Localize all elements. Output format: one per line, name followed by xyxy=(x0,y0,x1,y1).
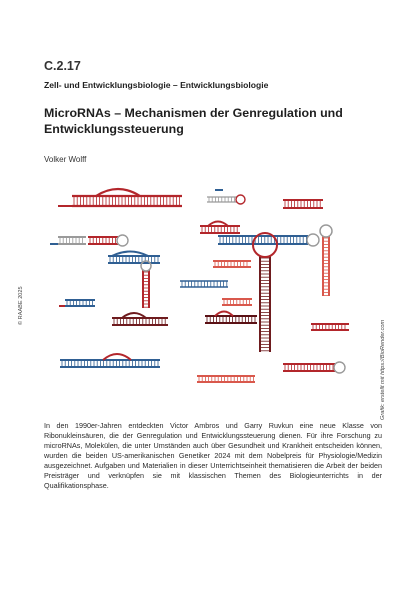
rna-hairpin xyxy=(59,300,95,306)
rna-hairpin xyxy=(72,189,182,206)
rna-hairpin xyxy=(213,261,251,267)
rna-hairpin xyxy=(50,237,86,244)
rna-hairpin xyxy=(112,313,168,325)
rna-hairpin xyxy=(320,225,332,296)
rna-hairpin xyxy=(88,235,128,246)
rna-hairpin xyxy=(197,376,255,382)
copyright-note: © RAABE 2025 xyxy=(18,286,24,325)
rna-hairpin xyxy=(207,195,245,204)
rna-hairpin xyxy=(180,281,228,287)
page-title: MicroRNAs – Mechanismen der Genregulation und Entwicklungssteuerung xyxy=(44,106,343,136)
graphic-credit: Grafik: erstellt mit https://BioRender.com xyxy=(380,319,386,420)
rna-hairpin xyxy=(60,354,160,367)
rna-hairpin xyxy=(253,233,277,352)
unit-code: C.2.17 xyxy=(44,59,81,73)
rna-hairpin xyxy=(222,299,252,305)
rna-hairpin xyxy=(311,324,349,330)
rna-hairpin xyxy=(108,252,160,264)
rna-hairpin xyxy=(283,200,323,208)
rna-hairpin xyxy=(205,312,257,324)
rna-hairpin xyxy=(200,222,240,234)
rna-hairpin xyxy=(283,362,345,373)
intro-paragraph: In den 1990er-Jahren entdeckten Victor Ambros und Garry Ruvkun eine neue Klasse von Ribonukleinsäuren, die der Genregulation und Entwicklungssteuerung dienen. Für ihre Forschung zu microRNAs, Molekülen, die unter Umständen auch über Gesundheit und Krankheit entscheiden können, wurden die beiden US-amerikanischen Genetiker 2024 mit dem Nobelpreis für Physiologie/Medizin ausgezeichnet. Aufgaben und Materialien in dieser Unterrichtseinheit thematisieren die Arbeit der beiden Preisträger und verknüpfen sie mit klassischen Themen des Biologieunterrichts in der Qualifikationsphase. xyxy=(44,421,382,490)
rna-hairpin xyxy=(218,234,319,246)
subject-line: Zell- und Entwicklungsbiologie – Entwicklungsbiologie xyxy=(44,80,269,90)
author-name: Volker Wolff xyxy=(44,155,87,164)
rna-hairpin xyxy=(141,261,151,308)
